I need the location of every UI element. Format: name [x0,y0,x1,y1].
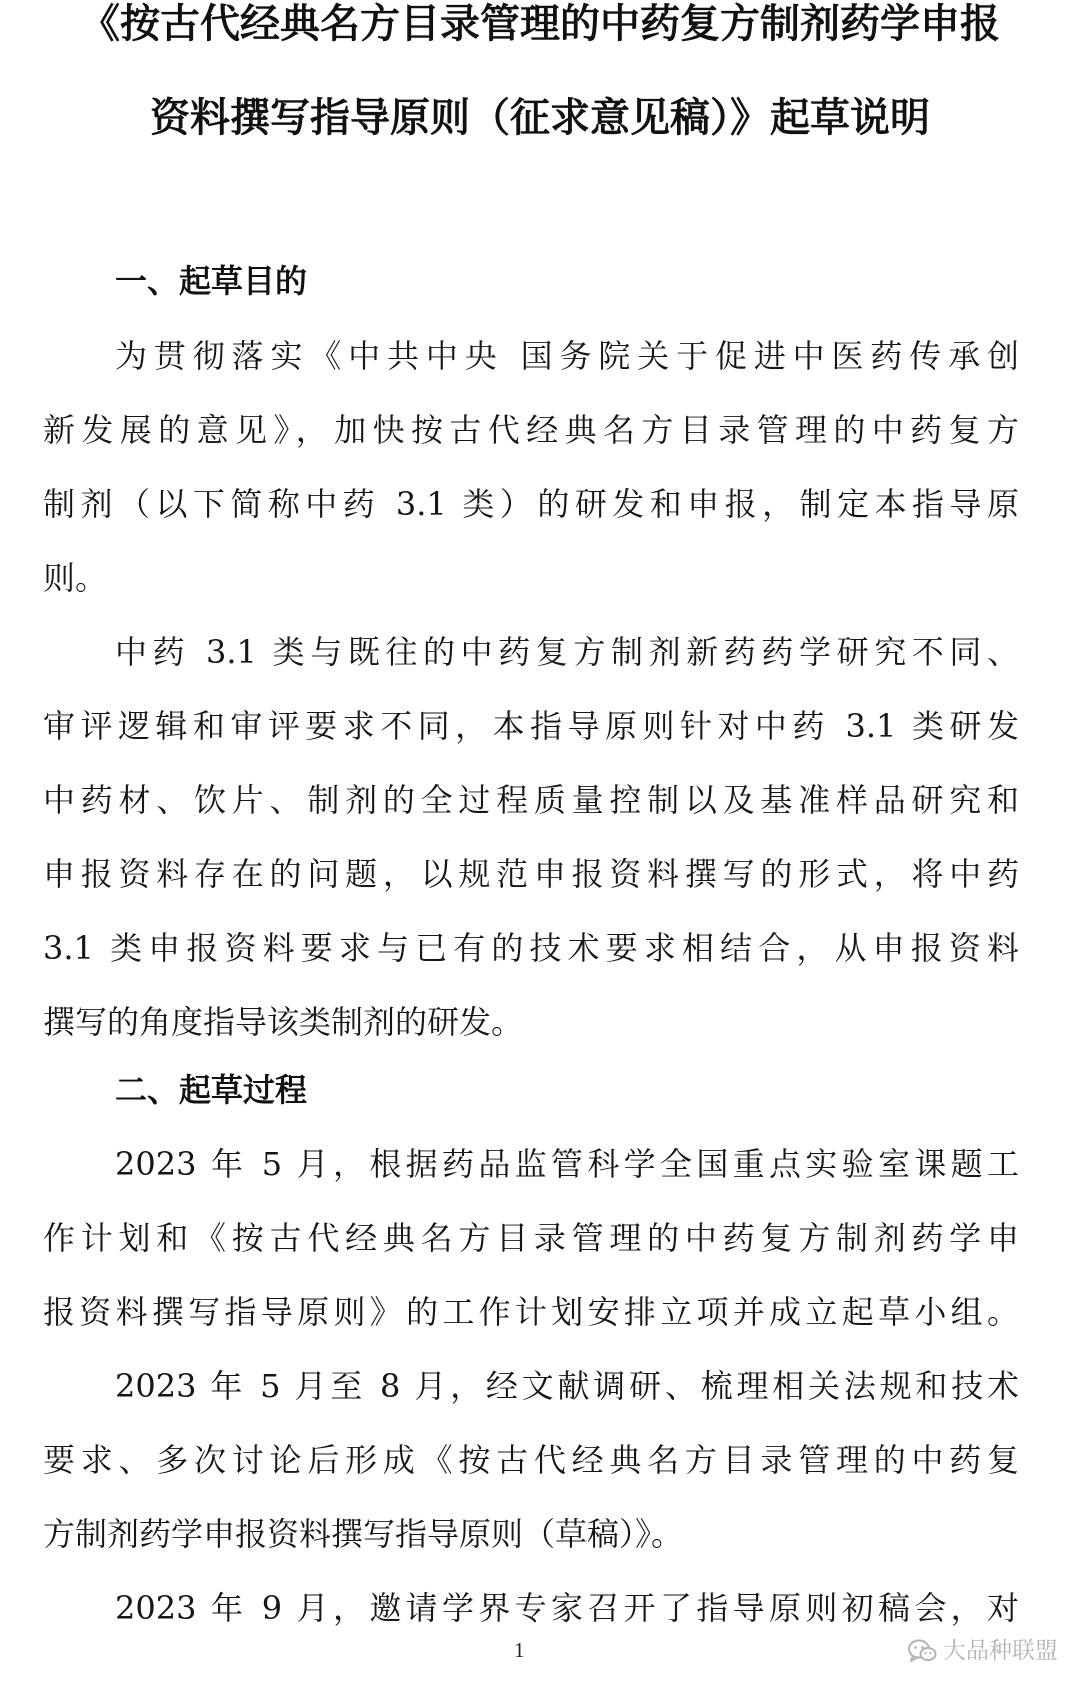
paragraph-line: 作计划和《按古代经典名方目录管理的中药复方制剂药学申 [43,1219,1019,1257]
paragraph-line: 则。 [43,559,108,597]
paragraph-line: 新发展的意见》，加快按古代经典名方目录管理的中药复方 [43,411,1019,449]
paragraph-line: 申报资料存在的问题，以规范申报资料撰写的形式，将中药 [43,855,1019,893]
paragraph-line: 中药 3.1 类与既往的中药复方制剂新药药学研究不同、 [115,633,1019,671]
paragraph-line: 要求、多次讨论后形成《按古代经典名方目录管理的中药复 [43,1441,1019,1479]
paragraph-line: 2023 年 9 月，邀请学界专家召开了指导原则初稿会，对 [115,1589,1019,1627]
paragraph-line: 2023 年 5 月，根据药品监管科学全国重点实验室课题工 [115,1145,1019,1183]
watermark-text: 大品种联盟 [943,1638,1058,1664]
section-heading-process: 二、起草过程 [115,1071,308,1109]
wechat-icon [907,1638,937,1664]
paragraph-line: 3.1 类申报资料要求与已有的技术要求相结合，从申报资料 [43,929,1019,967]
paragraph-line: 撰写的角度指导该类制剂的研发。 [43,1003,524,1041]
paragraph-line: 报资料撰写指导原则》的工作计划安排立项并成立起草小组。 [43,1293,1019,1331]
watermark [907,1636,1058,1666]
document-title-line-2: 资料撰写指导原则（征求意见稿）》起草说明 [150,95,930,141]
paragraph-line: 审评逻辑和审评要求不同，本指导原则针对中药 3.1 类研发 [43,707,1019,745]
paragraph-line: 中药材、饮片、制剂的全过程质量控制以及基准样品研究和 [43,781,1019,819]
section-heading-purpose: 一、起草目的 [115,262,308,300]
paragraph-line: 制剂（以下简称中药 3.1 类）的研发和申报，制定本指导原 [43,485,1019,523]
document-title-line-1: 《按古代经典名方目录管理的中药复方制剂药学申报 [80,1,1000,47]
page-number: 1 [514,1638,525,1662]
paragraph-line: 方制剂药学申报资料撰写指导原则（草稿）》。 [43,1515,684,1553]
paragraph-line: 为贯彻落实《中共中央 国务院关于促进中医药传承创 [115,337,1019,375]
paragraph-line: 2023 年 5 月至 8 月，经文献调研、梳理相关法规和技术 [115,1367,1019,1405]
